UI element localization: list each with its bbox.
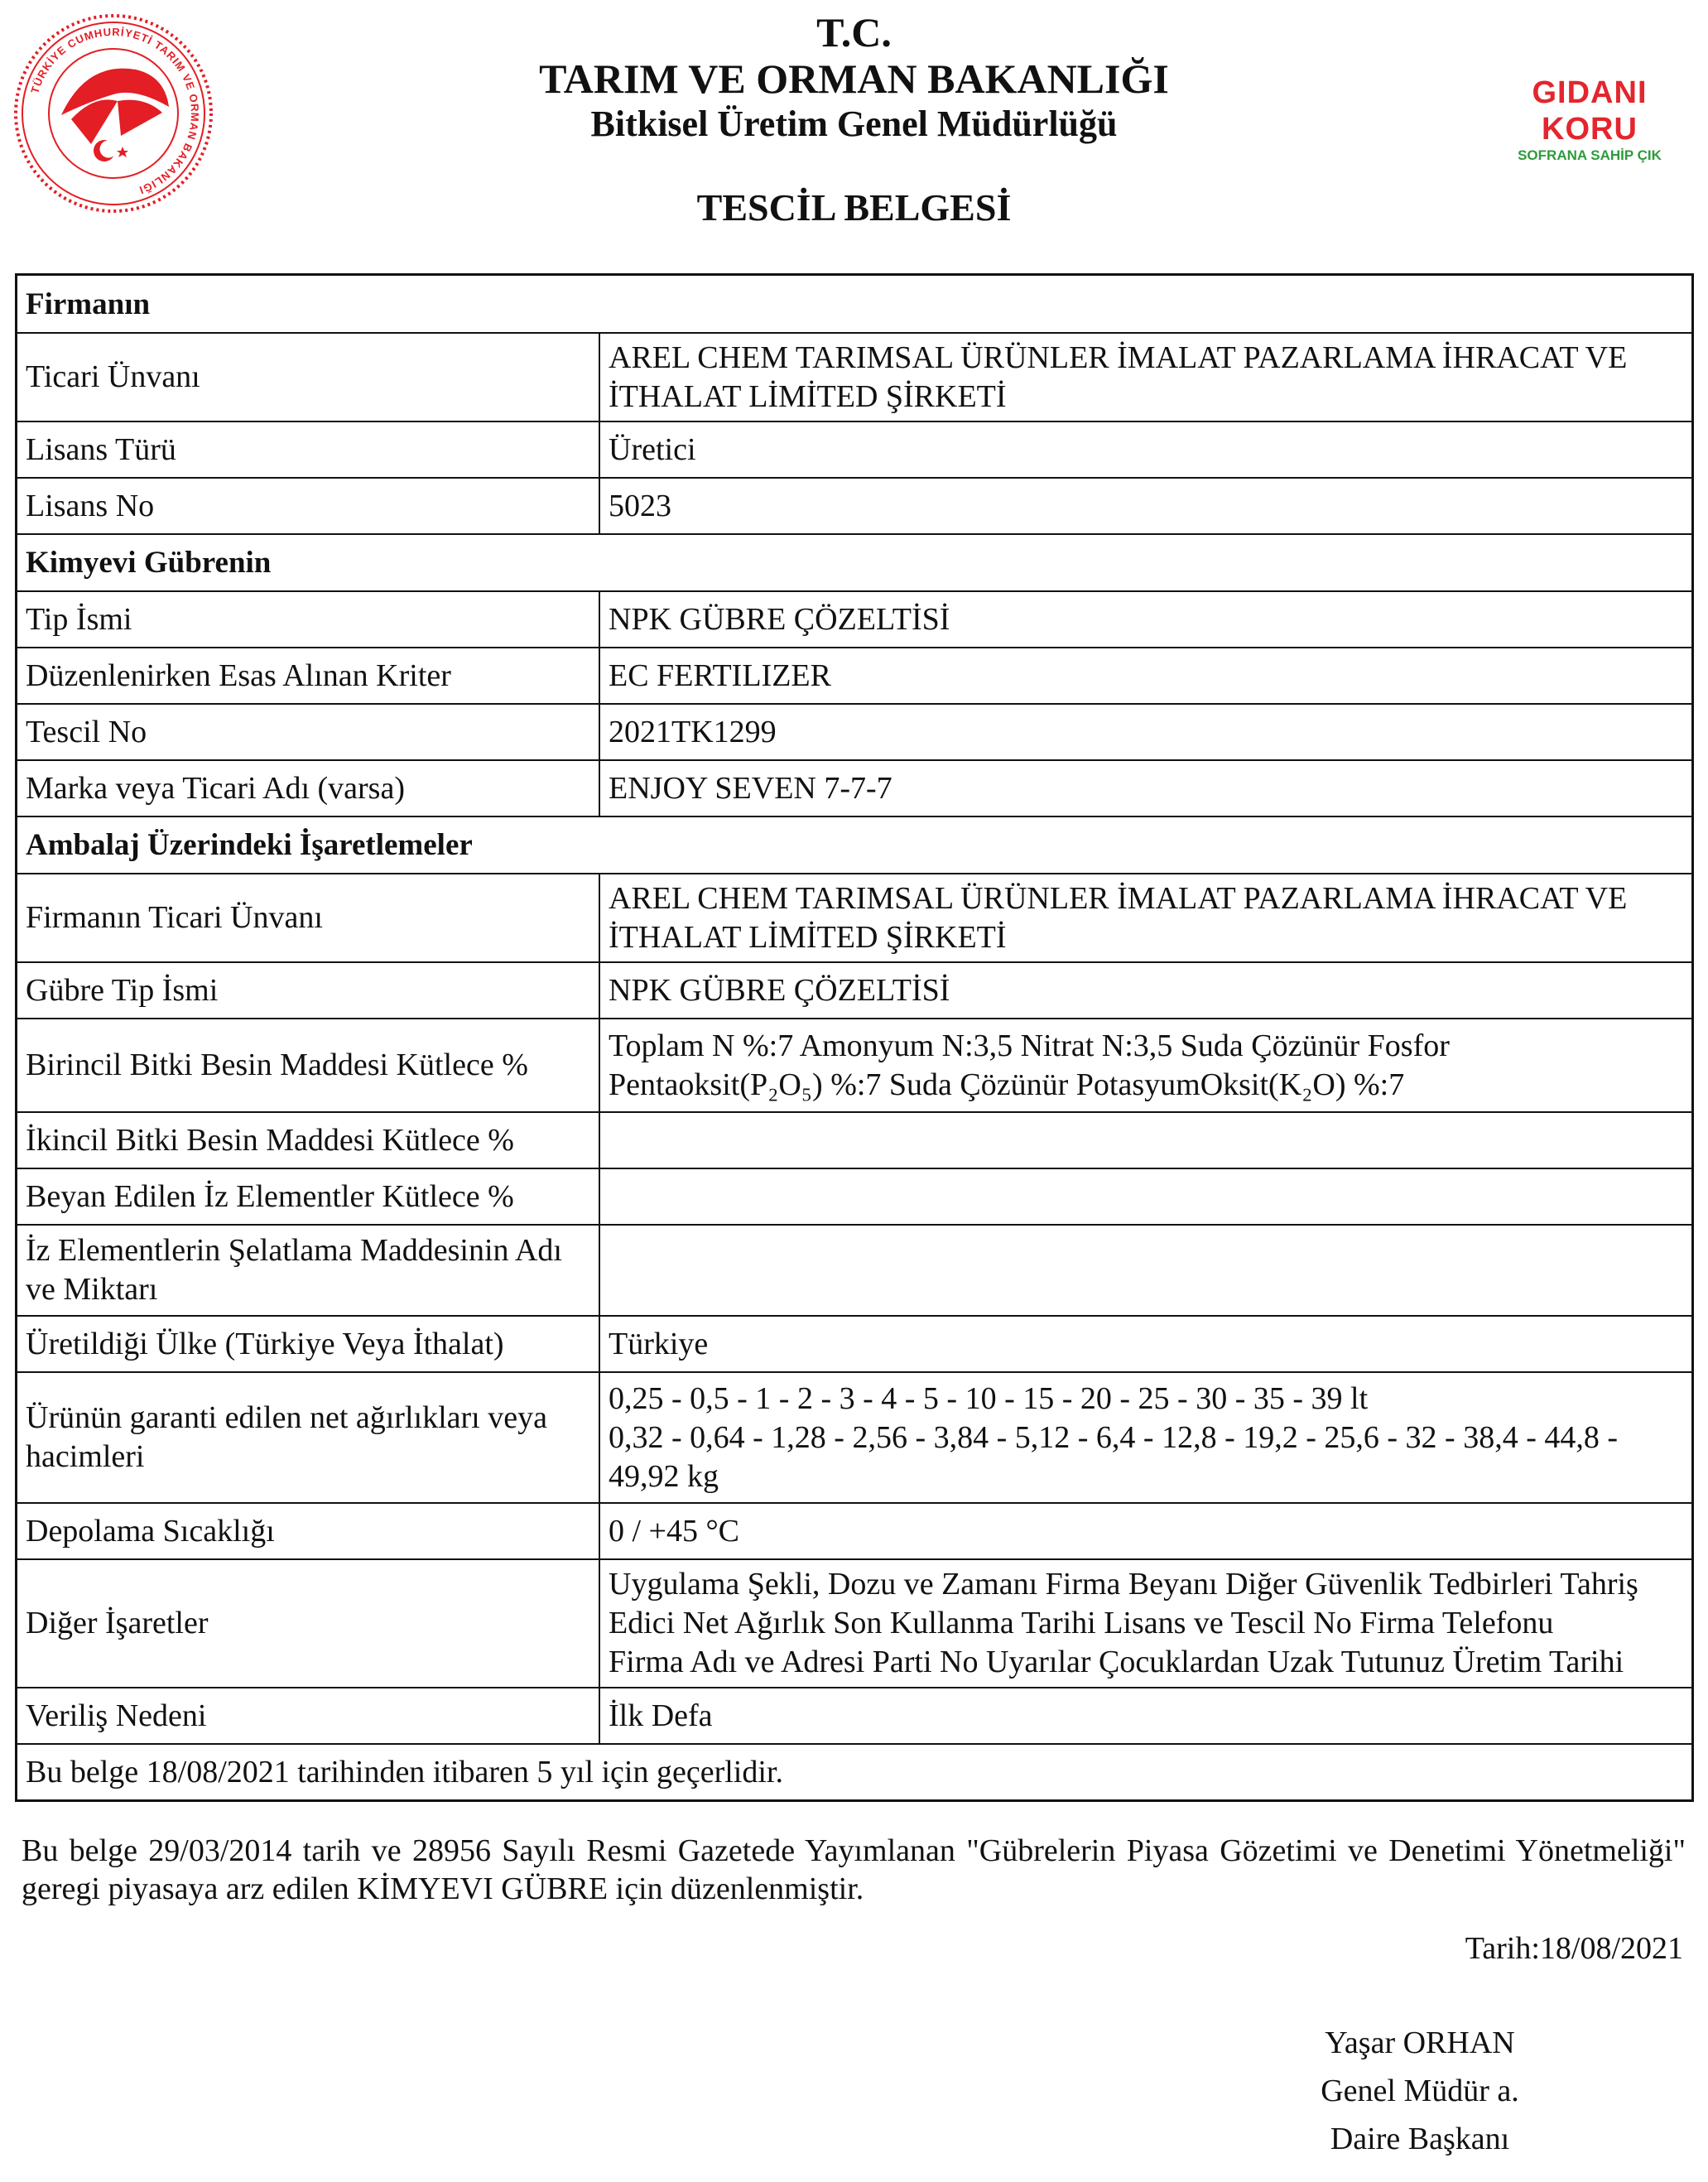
label-line: hacimleri (26, 1439, 145, 1474)
section-title: Kimyevi Gübrenin (26, 546, 272, 580)
table-row (17, 1687, 1691, 1743)
table-row (17, 1558, 1691, 1687)
value-line: İTHALAT LİMİTED ŞİRKETİ (609, 378, 1007, 414)
row-value: Türkiye (609, 1326, 709, 1361)
row-value: 2021TK1299 (609, 714, 777, 749)
value-line: AREL CHEM TARIMSAL ÜRÜNLER İMALAT PAZARLAMA İHRACAT VE (609, 880, 1628, 916)
table-row (17, 647, 1691, 703)
section-header-fertilizer (17, 533, 1691, 590)
row-value: EC FERTILIZER (609, 657, 831, 693)
row-label: Düzenlenirken Esas Alınan Kriter (17, 648, 600, 703)
section-title: Ambalaj Üzerindeki İşaretlemeler (26, 828, 473, 862)
row-value: 0 / +45 °C (609, 1513, 740, 1549)
row-label: Gübre Tip İsmi (17, 963, 600, 1018)
header-ministry: TARIM VE ORMAN BAKANLIĞI (539, 55, 1169, 102)
brand-slogan: SOFRANA SAHİP ÇIK (1518, 147, 1662, 163)
row-value (600, 1560, 1691, 1687)
signature-block (1292, 2019, 1548, 2163)
validity-text: Bu belge 18/08/2021 tarihinden itibaren 5 yıl için geçerlidir. (26, 1754, 783, 1789)
value-line: İTHALAT LİMİTED ŞİRKETİ (609, 919, 1007, 955)
table-row (17, 421, 1691, 477)
legal-note: Bu belge 29/03/2014 tarih ve 28956 Sayılı Resmi Gazetede Yayımlanan "Gübrelerin Piyasa Gözetimi ve Denetimi Yönetmeliği" geregi piyasaya arz edilen KİMYEVI GÜBRE için düzenlenmiştir. (22, 1833, 1686, 1906)
row-label: Tescil No (17, 705, 600, 759)
value-line: 0,25 - 0,5 - 1 - 2 - 3 - 4 - 5 - 10 - 15 - 20 - 25 - 30 - 35 - 39 lt (609, 1380, 1369, 1416)
row-label: Veriliş Nedeni (17, 1688, 600, 1743)
row-value: İlk Defa (609, 1698, 713, 1733)
signer-department: Daire Başkanı (1330, 2122, 1510, 2156)
table-row (17, 1371, 1691, 1502)
value-line: Toplam N %:7 Amonyum N:3,5 Nitrat N:3,5 Suda Çözünür Fosfor (609, 1028, 1450, 1063)
row-value (600, 1113, 1691, 1168)
table-row (17, 1018, 1691, 1111)
signer-name: Yaşar ORHAN (1325, 2025, 1515, 2060)
validity-row (17, 1743, 1691, 1799)
row-value (600, 1373, 1691, 1502)
table-row (17, 961, 1691, 1018)
row-value: NPK GÜBRE ÇÖZELTİSİ (609, 972, 950, 1008)
table-row (17, 332, 1691, 421)
row-value (600, 1226, 1691, 1315)
section-header-packaging (17, 816, 1691, 873)
row-value (600, 334, 1691, 421)
table-row (17, 477, 1691, 533)
table-row (17, 1224, 1691, 1315)
row-label: İkincil Bitki Besin Maddesi Kütlece % (17, 1113, 600, 1168)
row-value (600, 874, 1691, 961)
row-label: Marka veya Ticari Adı (varsa) (17, 761, 600, 816)
row-label (17, 1373, 600, 1502)
brand-name: GIDANI KORU (1532, 75, 1648, 147)
row-value (600, 1169, 1691, 1224)
row-value (600, 1019, 1691, 1111)
header-directorate: Bitkisel Üretim Genel Müdürlüğü (590, 104, 1118, 144)
seal-ring-text: TÜRKİYE CUMHURİYETİ TARIM VE ORMAN BAKANLIĞI (28, 25, 202, 197)
row-value: Üretici (609, 431, 696, 467)
value-line: 49,92 kg (609, 1458, 719, 1494)
table-row (17, 1168, 1691, 1224)
row-value: NPK GÜBRE ÇÖZELTİSİ (609, 601, 950, 637)
label-line: İz Elementlerin Şelatlama Maddesinin Adı (26, 1233, 562, 1268)
section-header-firm (17, 276, 1691, 332)
value-line: 0,32 - 0,64 - 1,28 - 2,56 - 3,84 - 5,12 - 6,4 - 12,8 - 19,2 - 25,6 - 32 - 38,4 - 44,8 - (609, 1419, 1619, 1455)
signer-title: Genel Müdür a. (1321, 2074, 1519, 2108)
row-label (17, 1226, 600, 1315)
row-label: Üretildiği Ülke (Türkiye Veya İthalat) (17, 1317, 600, 1371)
value-line: AREL CHEM TARIMSAL ÜRÜNLER İMALAT PAZARLAMA İHRACAT VE (609, 340, 1628, 375)
row-value: ENJOY SEVEN 7-7-7 (609, 770, 892, 806)
row-label: Ticari Ünvanı (17, 334, 600, 421)
table-row (17, 873, 1691, 961)
table-row (17, 590, 1691, 647)
row-label: Lisans No (17, 479, 600, 533)
value-line: Firma Adı ve Adresi Parti No Uyarılar Çocuklardan Uzak Tutunuz Üretim Tarihi (609, 1645, 1624, 1679)
row-label: Birincil Bitki Besin Maddesi Kütlece % (17, 1019, 600, 1111)
row-label: Lisans Türü (17, 422, 600, 477)
table-row (17, 703, 1691, 759)
label-line: Ürünün garanti edilen net ağırlıkları veya (26, 1400, 547, 1435)
row-label: Beyan Edilen İz Elementler Kütlece % (17, 1169, 600, 1224)
table-row (17, 759, 1691, 816)
header-tc: T.C. (816, 9, 892, 55)
label-line: ve Miktarı (26, 1272, 158, 1307)
row-label: Depolama Sıcaklığı (17, 1504, 600, 1558)
issue-date: Tarih:18/08/2021 (1465, 1931, 1683, 1966)
row-label: Diğer İşaretler (17, 1560, 600, 1687)
value-line: Uygulama Şekli, Dozu ve Zamanı Firma Beyanı Diğer Güvenlik Tedbirleri Tahriş (609, 1567, 1638, 1602)
table-row (17, 1111, 1691, 1168)
value-line: Pentaoksit(P₂O₅) %:7 Suda Çözünür PotasyumOksit(K₂O) %:7 (609, 1067, 1405, 1102)
row-label: Firmanın Ticari Ünvanı (17, 874, 600, 961)
section-title: Firmanın (26, 287, 151, 321)
row-label: Tip İsmi (17, 592, 600, 647)
registration-table (15, 273, 1694, 1802)
table-row (17, 1502, 1691, 1558)
document-title: TESCİL BELGESİ (696, 186, 1012, 229)
row-value: 5023 (609, 488, 671, 523)
table-row (17, 1315, 1691, 1371)
value-line: Edici Net Ağırlık Son Kullanma Tarihi Lisans ve Tescil No Firma Telefonu (609, 1606, 1554, 1640)
